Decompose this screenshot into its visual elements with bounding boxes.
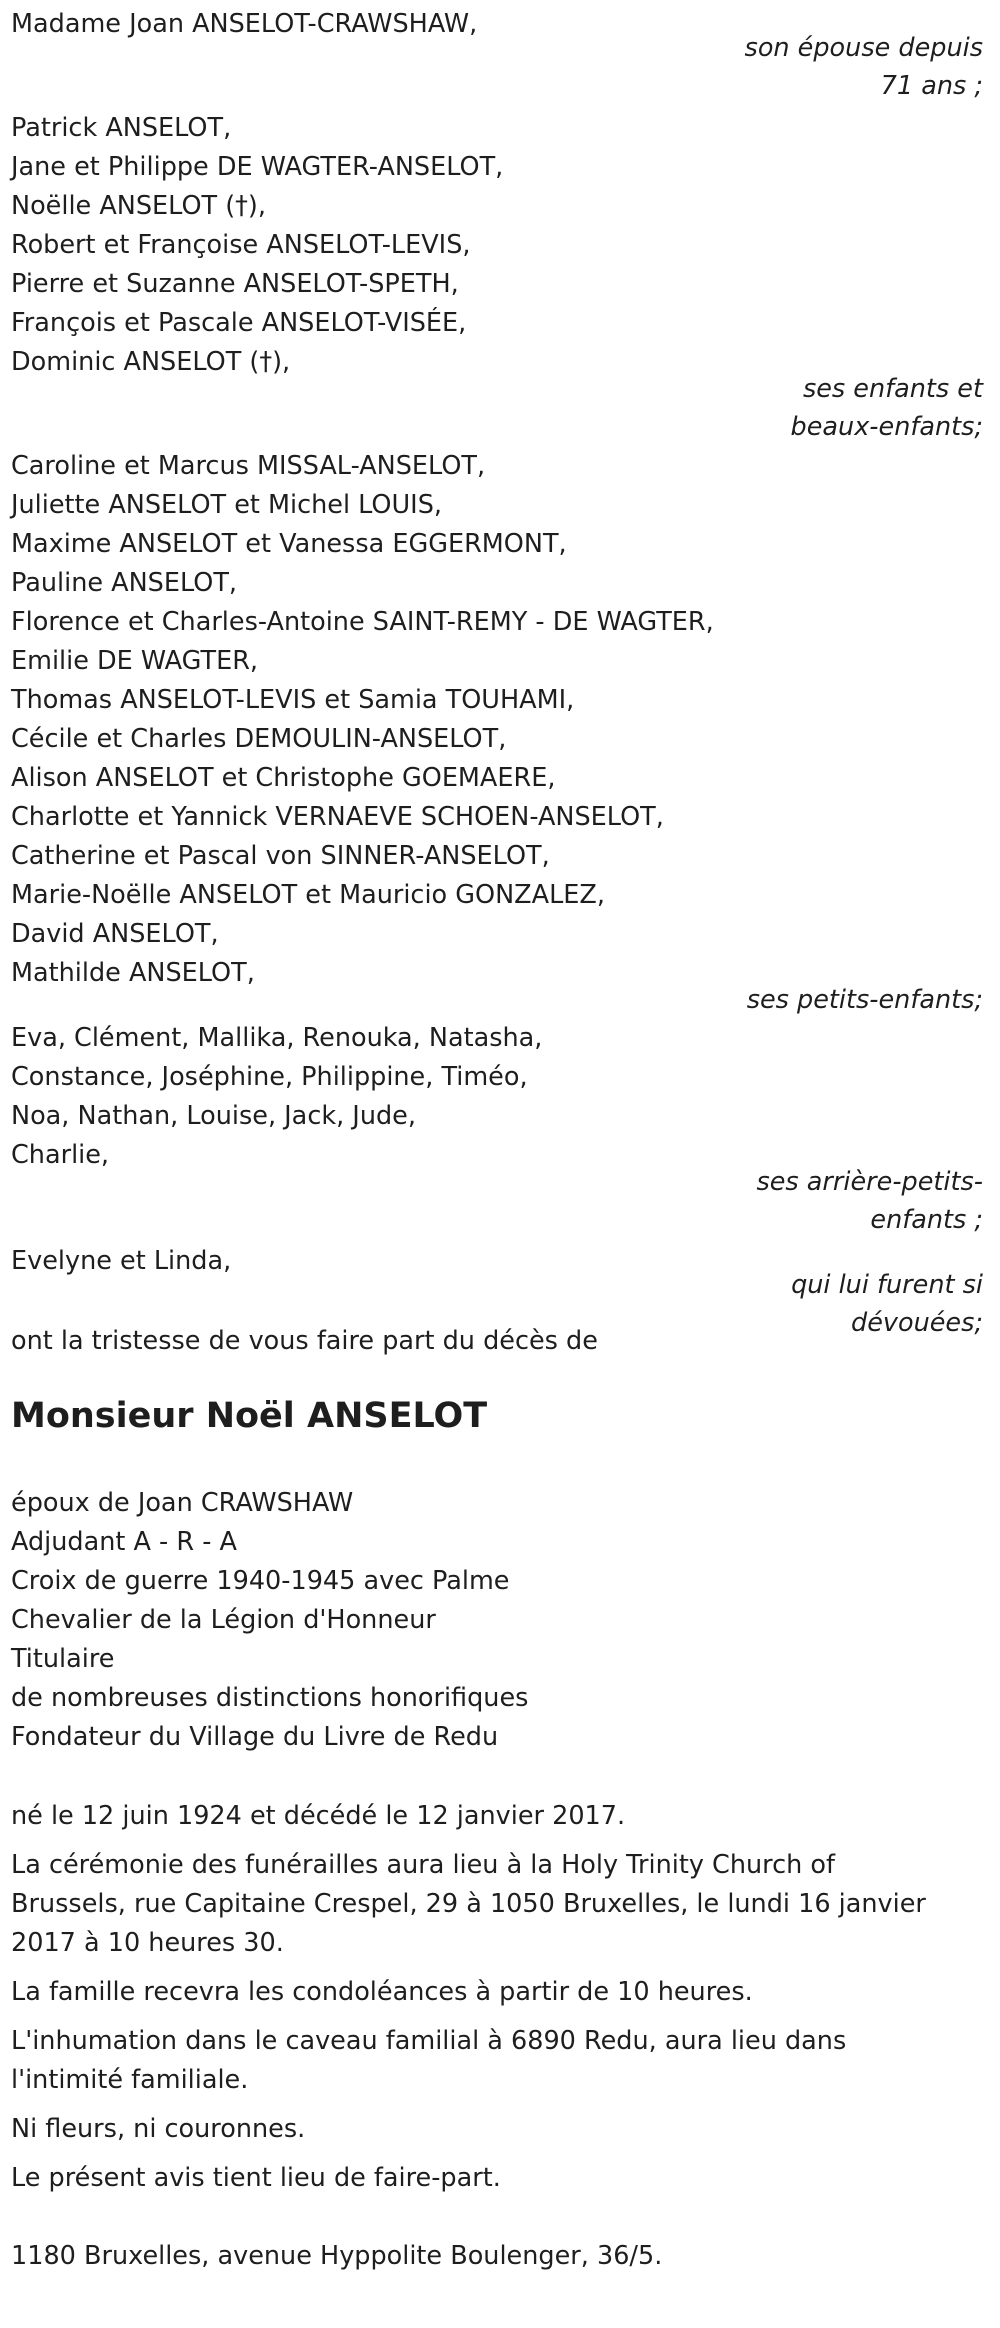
grandchild-name: Pauline ANSELOT, [11, 568, 238, 598]
child-name: Noëlle ANSELOT (†), [11, 191, 266, 221]
announcement-text: ont la tristesse de vous faire part du décès de [11, 1326, 598, 1356]
grandchild-name: Juliette ANSELOT et Michel LOUIS, [11, 490, 442, 520]
carers-relation: qui lui furent si [791, 1270, 983, 1300]
carers-names: Evelyne et Linda, [11, 1246, 232, 1276]
child-name: Pierre et Suzanne ANSELOT-SPETH, [11, 269, 459, 299]
children-relation: beaux-enfants; [790, 412, 983, 442]
child-name: Robert et Françoise ANSELOT-LEVIS, [11, 230, 471, 260]
title-line: de nombreuses distinctions honorifiques [11, 1683, 529, 1713]
title-line: Adjudant A - R - A [11, 1527, 237, 1557]
burial-text: L'inhumation dans le caveau familial à 6890 Redu, aura lieu dans [11, 2026, 847, 2056]
children-relation: ses enfants et [802, 374, 983, 404]
spouse-relation: son épouse depuis [744, 33, 983, 63]
great-grandchild-names: Eva, Clément, Mallika, Renouka, Natasha, [11, 1023, 543, 1053]
title-line: Fondateur du Village du Livre de Redu [11, 1722, 499, 1752]
birth-death-dates: né le 12 juin 1924 et décédé le 12 janvier 2017. [11, 1801, 626, 1831]
child-name: Dominic ANSELOT (†), [11, 347, 291, 377]
grandchild-name: David ANSELOT, [11, 919, 219, 949]
ceremony-text: La cérémonie des funérailles aura lieu à la Holy Trinity Church of [11, 1850, 835, 1880]
spouse-name: Madame Joan ANSELOT-CRAWSHAW, [11, 9, 478, 39]
ceremony-text: 2017 à 10 heures 30. [11, 1928, 284, 1958]
grandchild-name: Mathilde ANSELOT, [11, 958, 255, 988]
title-line: Croix de guerre 1940-1945 avec Palme [11, 1566, 510, 1596]
grandchild-name: Maxime ANSELOT et Vanessa EGGERMONT, [11, 529, 567, 559]
child-name: Jane et Philippe DE WAGTER-ANSELOT, [11, 152, 504, 182]
title-line: époux de Joan CRAWSHAW [11, 1488, 354, 1518]
notice-note: Le présent avis tient lieu de faire-part. [11, 2163, 501, 2193]
grandchild-name: Alison ANSELOT et Christophe GOEMAERE, [11, 763, 556, 793]
ceremony-text: Brussels, rue Capitaine Crespel, 29 à 1050 Bruxelles, le lundi 16 janvier [11, 1889, 926, 1919]
title-line: Chevalier de la Légion d'Honneur [11, 1605, 436, 1635]
grandchild-name: Caroline et Marcus MISSAL-ANSELOT, [11, 451, 486, 481]
great-grandchild-names: Charlie, [11, 1140, 110, 1170]
child-name: Patrick ANSELOT, [11, 113, 232, 143]
flowers-note: Ni fleurs, ni couronnes. [11, 2114, 306, 2144]
title-line: Titulaire [11, 1644, 115, 1674]
grandchild-name: Thomas ANSELOT-LEVIS et Samia TOUHAMI, [11, 685, 575, 715]
great-grandchild-names: Constance, Joséphine, Philippine, Timéo, [11, 1062, 528, 1092]
carers-relation: dévouées; [851, 1308, 983, 1338]
great-grandchild-names: Noa, Nathan, Louise, Jack, Jude, [11, 1101, 416, 1131]
great-grandchildren-relation: ses arrière-petits- [756, 1167, 983, 1197]
deceased-name: Monsieur Noël ANSELOT [11, 1396, 488, 1436]
condolences-text: La famille recevra les condoléances à partir de 10 heures. [11, 1977, 753, 2007]
grandchild-name: Cécile et Charles DEMOULIN-ANSELOT, [11, 724, 507, 754]
great-grandchildren-relation: enfants ; [870, 1205, 983, 1235]
grandchild-name: Florence et Charles-Antoine SAINT-REMY - DE WAGTER, [11, 607, 714, 637]
burial-text: l'intimité familiale. [11, 2065, 249, 2095]
grandchildren-relation: ses petits-enfants; [746, 985, 983, 1015]
address: 1180 Bruxelles, avenue Hyppolite Boulenger, 36/5. [11, 2241, 663, 2271]
child-name: François et Pascale ANSELOT-VISÉE, [11, 308, 467, 338]
grandchild-name: Charlotte et Yannick VERNAEVE SCHOEN-ANSELOT, [11, 802, 664, 832]
grandchild-name: Catherine et Pascal von SINNER-ANSELOT, [11, 841, 550, 871]
grandchild-name: Marie-Noëlle ANSELOT et Mauricio GONZALEZ, [11, 880, 605, 910]
grandchild-name: Emilie DE WAGTER, [11, 646, 259, 676]
spouse-relation: 71 ans ; [880, 71, 983, 101]
